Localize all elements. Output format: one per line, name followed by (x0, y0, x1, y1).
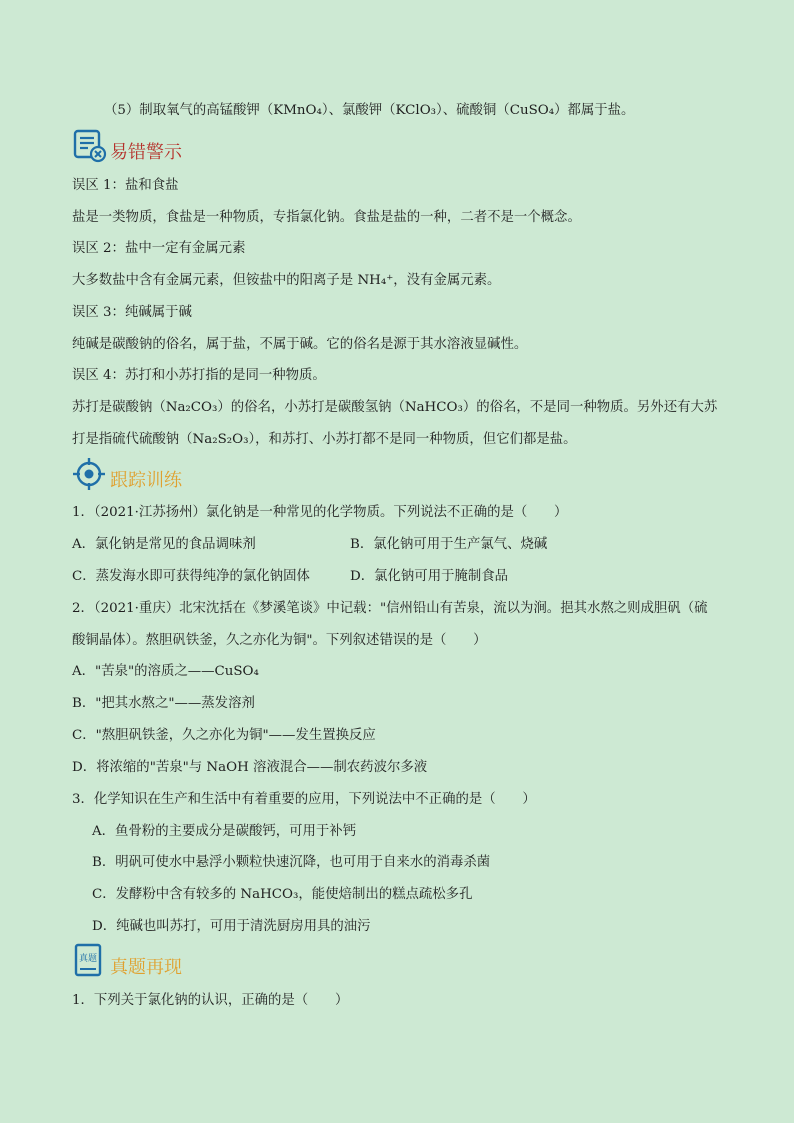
document-x-icon (72, 128, 108, 164)
q1-option-b: B．氯化钠可用于生产氯气、烧碱 (350, 537, 548, 552)
section-title-text: 跟踪训练 (110, 470, 182, 491)
misconception-3-text: 纯碱是碳酸钠的俗名，属于盐，不属于碱。它的俗名是源于其水溶液显碱性。 (72, 337, 528, 352)
misconception-3-title: 误区 3：纯碱属于碱 (72, 305, 192, 320)
misconception-4-text-1: 苏打是碳酸钠（Na₂CO₃）的俗名，小苏打是碳酸氢钠（NaHCO₃）的俗名，不是同一种物质。另外还有大苏 (72, 400, 718, 415)
target-icon (72, 456, 108, 492)
q1-option-c: C．蒸发海水即可获得纯净的氯化钠固体 (72, 569, 310, 584)
q3-option-a: A．鱼骨粉的主要成分是碳酸钙，可用于补钙 (92, 824, 357, 839)
q3-option-b: B．明矾可使水中悬浮小颗粒快速沉降，也可用于自来水的消毒杀菌 (92, 855, 491, 870)
exam-paper-icon-text: 真题 (78, 954, 98, 964)
misconception-1-title: 误区 1：盐和食盐 (72, 178, 179, 193)
section-title-training (72, 456, 182, 492)
q3-option-d: D．纯碱也叫苏打，可用于清洗厨房用具的油污 (92, 919, 371, 934)
misconception-2-text: 大多数盐中含有金属元素，但铵盐中的阳离子是 NH₄⁺，没有金属元素。 (72, 273, 501, 288)
q3-option-c: C．发酵粉中含有较多的 NaHCO₃，能使焙制出的糕点疏松多孔 (92, 887, 473, 902)
salt-examples-line: （5）制取氧气的高锰酸钾（KMnO₄）、氯酸钾（KClO₃）、硫酸铜（CuSO₄）都属于盐。 (104, 103, 635, 118)
q1-option-a: A．氯化钠是常见的食品调味剂 (72, 537, 256, 552)
q3-stem: 3．化学知识在生产和生活中有着重要的应用，下列说法中不正确的是（ ） (72, 792, 536, 807)
section-title-warning (72, 128, 182, 164)
section-title-text: 易错警示 (110, 142, 182, 163)
real-q1-stem: 1．下列关于氯化钠的认识，正确的是（ ） (72, 993, 349, 1008)
q2-stem-1: 2．（2021·重庆）北宋沈括在《梦溪笔谈》中记载："信州铅山有苦泉，流以为涧。挹其水熬之则成胆矾（硫 (72, 601, 708, 616)
q2-option-d: D．将浓缩的"苦泉"与 NaOH 溶液混合——制农药波尔多液 (72, 760, 428, 775)
q2-option-c: C．"熬胆矾铁釜，久之亦化为铜"——发生置换反应 (72, 728, 376, 743)
q2-stem-2: 酸铜晶体）。熬胆矾铁釜，久之亦化为铜"。下列叙述错误的是（ ） (72, 633, 487, 648)
misconception-2-title: 误区 2：盐中一定有金属元素 (72, 241, 246, 256)
exam-paper-icon (72, 943, 108, 979)
misconception-4-title: 误区 4：苏打和小苏打指的是同一种物质。 (72, 368, 326, 383)
section-title-real-exam (72, 943, 182, 979)
misconception-1-text: 盐是一类物质，食盐是一种物质，专指氯化钠。食盐是盐的一种，二者不是一个概念。 (72, 210, 581, 225)
misconception-4-text-2: 打是指硫代硫酸钠（Na₂S₂O₃），和苏打、小苏打都不是同一种物质，但它们都是盐。 (72, 432, 577, 447)
section-title-text: 真题再现 (110, 957, 182, 978)
q1-option-d: D．氯化钠可用于腌制食品 (350, 569, 509, 584)
q2-option-a: A．"苦泉"的溶质之——CuSO₄ (72, 664, 259, 679)
q1-stem: 1．（2021·江苏扬州）氯化钠是一种常见的化学物质。下列说法不正确的是（ ） (72, 505, 568, 520)
q2-option-b: B．"把其水熬之"——蒸发溶剂 (72, 696, 255, 711)
